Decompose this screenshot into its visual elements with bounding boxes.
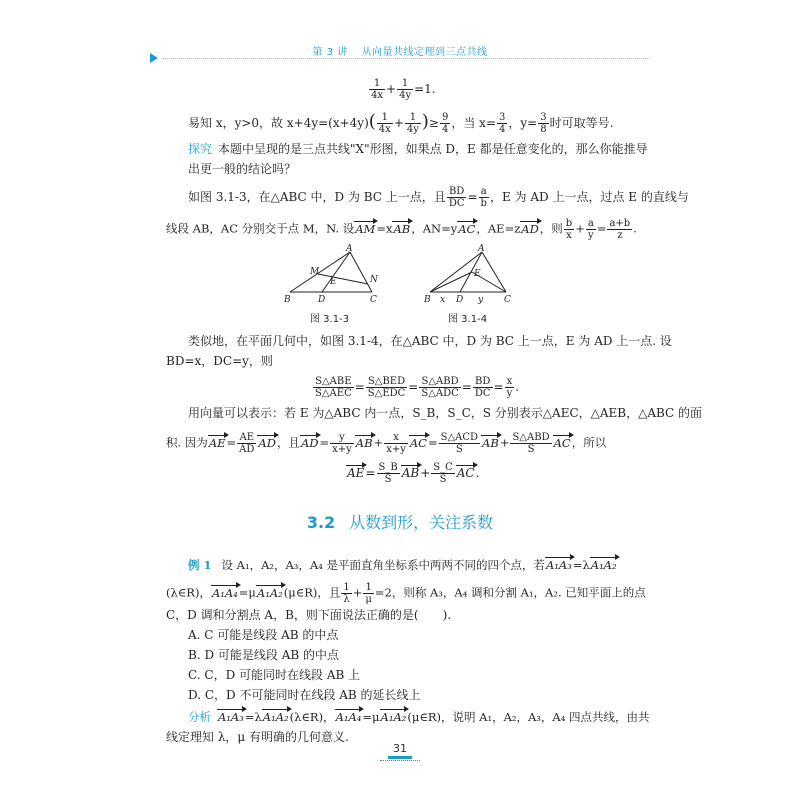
op: + bbox=[575, 221, 585, 236]
text: 易知 x，y>0，故 x+4y=(x+4y) bbox=[188, 116, 369, 130]
text: ，所以 bbox=[571, 435, 607, 450]
example-line3: C，D 调和分割点 A，B，则下面说法正确的是( ). bbox=[166, 608, 452, 622]
fraction bbox=[431, 462, 455, 485]
num: 1 bbox=[369, 78, 385, 90]
op: + bbox=[386, 82, 397, 96]
text: ，y= bbox=[508, 116, 538, 130]
op: . bbox=[515, 380, 520, 394]
op: . bbox=[475, 466, 480, 480]
analysis-line1 bbox=[188, 708, 649, 726]
fraction bbox=[447, 186, 467, 209]
op: = bbox=[461, 380, 472, 394]
op: = bbox=[493, 380, 504, 394]
vector: AB bbox=[482, 435, 499, 450]
text: ，且 bbox=[276, 435, 300, 450]
explore-line2: 出更一般的结论吗？ bbox=[188, 162, 297, 176]
op: + bbox=[352, 585, 363, 600]
edge-ab bbox=[290, 252, 350, 292]
fraction bbox=[366, 376, 408, 399]
num: a+b bbox=[609, 218, 631, 229]
text: ，E 为 AD 上一点，过点 E 的直线与 bbox=[489, 190, 689, 204]
den: S△ADC bbox=[421, 388, 459, 399]
lecture-number: 第 3 讲 bbox=[312, 47, 348, 58]
vector: AM bbox=[355, 221, 376, 236]
num: 1 bbox=[363, 582, 374, 594]
op: + bbox=[373, 435, 384, 450]
figure-3-1-4 bbox=[418, 244, 528, 314]
label-c: C bbox=[504, 295, 511, 305]
explore-line1 bbox=[188, 140, 648, 158]
final-formula bbox=[346, 462, 479, 485]
text: ，当 x= bbox=[451, 116, 496, 130]
text: =λ bbox=[244, 710, 262, 724]
line-easy bbox=[188, 112, 613, 135]
text: (μ∈R)，且 bbox=[283, 585, 341, 600]
fraction bbox=[369, 78, 385, 101]
caption-fig1: 图 3.1-3 bbox=[310, 314, 350, 325]
vector: AD bbox=[521, 221, 539, 236]
caption-fig2: 图 3.1-4 bbox=[448, 314, 488, 325]
num: 9 bbox=[441, 112, 449, 123]
figure-3-1-3 bbox=[280, 244, 390, 314]
example-line2 bbox=[166, 582, 646, 605]
vector-para-line1: 用向量可以表示：若 E 为△ABC 内一点，S_B，S_C，S 分别表示△AEC，△AEB，△ABC 的面 bbox=[188, 406, 703, 420]
vector: AD bbox=[300, 435, 319, 450]
label-c: C bbox=[370, 295, 377, 305]
text: 本题中呈现的是三点共线"X"形图，如果点 D，E 都是任意变化的，那么你能推导 bbox=[218, 142, 648, 156]
op: = bbox=[226, 435, 237, 450]
text: =z bbox=[504, 221, 521, 236]
den: y bbox=[506, 388, 513, 399]
num: a bbox=[479, 186, 489, 198]
text: 设 A₁，A₂，A₃，A₄ 是平面直角坐标系中两两不同的四个点，若 bbox=[221, 558, 545, 572]
para-fig-line2 bbox=[166, 218, 637, 241]
page-number-rule bbox=[380, 760, 420, 761]
edge-ac bbox=[350, 252, 372, 292]
option-b[interactable]: B. D 可能是线段 AB 的中点 bbox=[188, 648, 339, 662]
page-header bbox=[150, 36, 650, 66]
num: y bbox=[330, 432, 354, 444]
fraction bbox=[607, 218, 632, 241]
option-d[interactable]: D. C，D 不可能同时在线段 AB 的延长线上 bbox=[188, 688, 421, 702]
den: AD bbox=[239, 444, 255, 455]
op: =1. bbox=[414, 82, 436, 96]
fraction bbox=[440, 112, 450, 135]
op: = bbox=[427, 435, 438, 450]
den: μ bbox=[365, 594, 372, 605]
example-line1 bbox=[188, 556, 618, 574]
similar-line1: 类似地，在平面几何中，如图 3.1-4，在△ABC 中，D 为 BC 上一点，E 为 AD 上一点. 设 bbox=[188, 334, 672, 348]
vector-para-line2 bbox=[166, 432, 606, 455]
text: =y bbox=[441, 221, 458, 236]
fraction bbox=[419, 376, 460, 399]
label-a: A bbox=[346, 244, 353, 254]
fraction bbox=[405, 112, 421, 135]
fraction bbox=[497, 112, 507, 135]
den: S bbox=[455, 444, 463, 455]
den: y bbox=[588, 230, 594, 241]
fraction bbox=[473, 376, 493, 399]
text: ，则 bbox=[539, 221, 563, 236]
text: 线段 AB，AC 分别交于点 M，N. 设 bbox=[166, 221, 355, 236]
page-number-bar bbox=[388, 756, 412, 759]
den: S△EDC bbox=[367, 388, 406, 399]
den: S bbox=[439, 474, 447, 485]
vector: AB bbox=[393, 221, 411, 236]
fraction bbox=[564, 218, 574, 241]
vector: A₁A₃ bbox=[218, 710, 244, 724]
top-formula bbox=[368, 78, 436, 101]
section-heading: 从数到形，关注系数 bbox=[349, 513, 494, 532]
fraction bbox=[510, 432, 551, 455]
fraction bbox=[479, 186, 489, 209]
num: BD bbox=[447, 186, 467, 198]
text: (μ∈R)，说明 A₁，A₂，A₃，A₄ 四点共线，由共 bbox=[407, 710, 650, 724]
den: 4x bbox=[371, 90, 384, 101]
header-divider bbox=[163, 58, 650, 59]
den: 4 bbox=[441, 124, 449, 135]
den: 8 bbox=[540, 124, 547, 135]
example-tag: 例 1 bbox=[188, 558, 212, 572]
den: x+y bbox=[386, 444, 406, 455]
num: S△ABE bbox=[313, 376, 354, 388]
den: S△AEC bbox=[315, 388, 352, 399]
fraction bbox=[330, 432, 354, 455]
num: AE bbox=[237, 432, 256, 444]
num: a bbox=[587, 218, 594, 229]
op: + bbox=[420, 466, 431, 480]
paren: ) bbox=[421, 111, 429, 132]
label-d: D bbox=[456, 295, 464, 305]
fraction bbox=[377, 112, 393, 135]
label-e: E bbox=[474, 269, 481, 279]
den: 4 bbox=[499, 124, 506, 135]
op: = bbox=[365, 466, 376, 480]
label-b: B bbox=[424, 295, 431, 305]
vector: AE bbox=[347, 466, 365, 480]
label-x: x bbox=[440, 295, 446, 305]
vector: AC bbox=[458, 221, 476, 236]
fraction bbox=[397, 78, 413, 101]
ratio-formula bbox=[312, 376, 519, 399]
op: = bbox=[408, 380, 419, 394]
num: x bbox=[505, 376, 515, 388]
fraction bbox=[363, 582, 374, 605]
fraction bbox=[538, 112, 548, 135]
vector: AC bbox=[409, 435, 427, 450]
header-title-block bbox=[150, 43, 650, 58]
num: S△BED bbox=[366, 376, 408, 388]
vector: A₁A₂ bbox=[262, 710, 289, 724]
den: z bbox=[617, 230, 623, 241]
text: (λ∈R)， bbox=[166, 585, 211, 600]
text: =λ bbox=[572, 558, 590, 572]
den: 4y bbox=[399, 90, 412, 101]
label-m: M bbox=[310, 267, 320, 277]
label-b: B bbox=[284, 295, 291, 305]
vector: AB bbox=[355, 435, 373, 450]
fraction bbox=[586, 218, 596, 241]
num: S△ABD bbox=[512, 432, 550, 443]
fraction bbox=[313, 376, 354, 399]
num: x bbox=[384, 432, 408, 444]
num: S△ACD bbox=[440, 432, 479, 443]
section-title bbox=[0, 510, 800, 533]
fraction bbox=[439, 432, 480, 455]
den: x bbox=[566, 230, 572, 241]
num: S_C bbox=[433, 462, 453, 473]
label-a: A bbox=[478, 244, 485, 254]
vector: AC bbox=[456, 466, 475, 480]
den: S bbox=[384, 474, 392, 485]
line-mn bbox=[318, 274, 368, 284]
header-arrow-icon bbox=[150, 53, 158, 63]
label-d: D bbox=[318, 295, 326, 305]
den: λ bbox=[343, 594, 350, 605]
den: DC bbox=[474, 388, 491, 399]
num: S_B bbox=[378, 462, 398, 473]
text: (λ∈R)， bbox=[289, 710, 335, 724]
num: 3 bbox=[499, 112, 506, 123]
num: 1 bbox=[377, 112, 393, 124]
label-y: y bbox=[478, 295, 484, 305]
explore-tag: 探究 bbox=[188, 142, 213, 156]
fraction bbox=[341, 582, 351, 605]
lecture-title: 从向量共线定理到三点共线 bbox=[361, 47, 488, 58]
vector: A₁A₃ bbox=[545, 558, 572, 572]
op: = bbox=[467, 190, 478, 204]
text: ≥ bbox=[428, 116, 439, 130]
fraction bbox=[505, 376, 515, 399]
text: 如图 3.1-3，在△ABC 中，D 为 BC 上一点，且 bbox=[188, 190, 446, 204]
vector: A₁A₄ bbox=[335, 710, 362, 724]
analysis-line2: 线定理知 λ，μ 有明确的几何意义. bbox=[166, 730, 349, 744]
num: 1 bbox=[405, 112, 421, 124]
text: =μ bbox=[238, 585, 256, 600]
vector: A₁A₂ bbox=[380, 710, 407, 724]
text: ，AN bbox=[411, 221, 442, 236]
fraction bbox=[237, 432, 256, 455]
den: S bbox=[527, 444, 535, 455]
fraction bbox=[377, 462, 400, 485]
section-number: 3.2 bbox=[306, 513, 336, 532]
den: 4y bbox=[406, 124, 419, 135]
num: BD bbox=[473, 376, 493, 388]
similar-line2: BD=x，DC=y，则 bbox=[166, 354, 273, 368]
op: = bbox=[354, 380, 365, 394]
vector: A₁A₂ bbox=[256, 585, 283, 600]
edge-ac bbox=[482, 252, 506, 292]
page-number: 31 bbox=[393, 742, 407, 755]
num: 1 bbox=[397, 78, 413, 90]
vector: A₁A₄ bbox=[211, 585, 238, 600]
vector: AD bbox=[258, 435, 276, 450]
text: =2，则称 A₃，A₄ 调和分割 A₁，A₂. 已知平面上的点 bbox=[374, 585, 646, 600]
option-a[interactable]: A. C 可能是线段 AB 的中点 bbox=[188, 628, 339, 642]
option-c[interactable]: C. C，D 可能同时在线段 AB 上 bbox=[188, 668, 361, 682]
num: b bbox=[565, 218, 573, 229]
den: 4x bbox=[378, 124, 391, 135]
text: ，AE bbox=[476, 221, 505, 236]
vector: AE bbox=[208, 435, 226, 450]
den: x+y bbox=[332, 444, 352, 455]
num: 3 bbox=[540, 112, 547, 123]
op: = bbox=[319, 435, 330, 450]
text: 积. 因为 bbox=[166, 435, 208, 450]
op: . bbox=[633, 221, 637, 236]
num: 1 bbox=[343, 582, 350, 593]
op: + bbox=[499, 435, 510, 450]
text: =x bbox=[376, 221, 393, 236]
paren: ( bbox=[368, 111, 376, 132]
op: + bbox=[393, 116, 404, 130]
op: = bbox=[596, 221, 607, 236]
para-fig-line1 bbox=[188, 186, 689, 209]
text: =μ bbox=[362, 710, 380, 724]
analysis-tag: 分析 bbox=[188, 710, 211, 724]
vector: AB bbox=[401, 466, 420, 480]
label-n: N bbox=[370, 275, 378, 285]
num: S△ABD bbox=[419, 376, 460, 388]
vector: AC bbox=[553, 435, 571, 450]
vector: A₁A₂ bbox=[590, 558, 617, 572]
den: b bbox=[480, 198, 487, 209]
fraction bbox=[384, 432, 408, 455]
text: 时可取等号. bbox=[549, 116, 614, 130]
label-e: E bbox=[330, 277, 337, 287]
den: DC bbox=[448, 198, 465, 209]
